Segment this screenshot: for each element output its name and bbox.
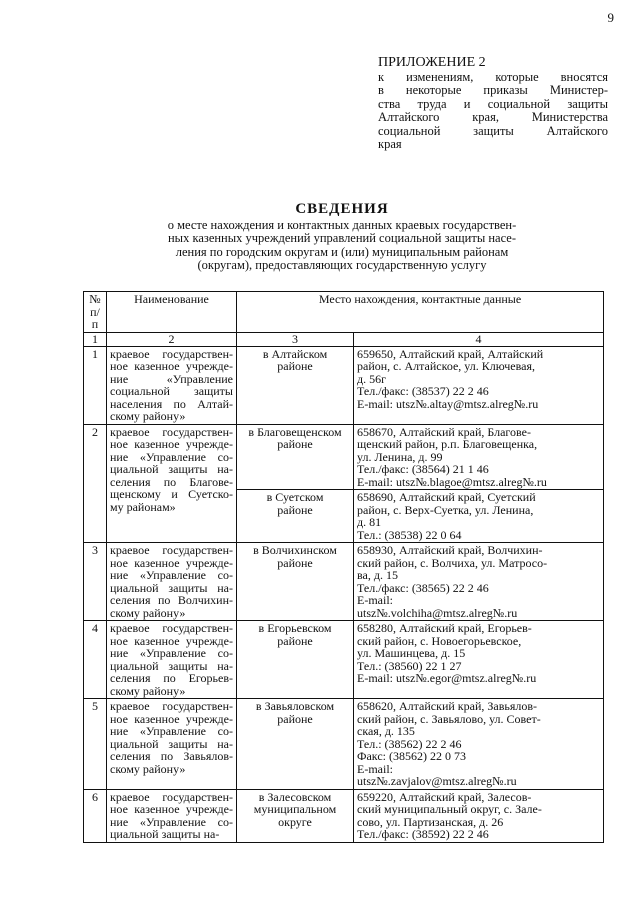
table-row (84, 621, 604, 699)
contact-line: ский район, с. Волчиха, ул. Матросо- (357, 555, 548, 570)
name-line: ние «Управление со- (110, 449, 233, 464)
district-cell (237, 346, 354, 424)
district-line: районе (277, 711, 313, 726)
appendix-line: края (378, 137, 402, 151)
institution-name (107, 789, 237, 842)
institution-name (107, 346, 237, 424)
district-cell (237, 490, 354, 543)
index-cell: 4 (354, 332, 604, 346)
institutions-table (83, 291, 604, 843)
contact-cell (354, 490, 604, 543)
appendix-block (378, 56, 608, 152)
index-cell: 3 (237, 332, 354, 346)
name-line: ное казенное учрежде- (110, 555, 233, 570)
name-line: населения по Алтай- (110, 396, 233, 411)
name-line: ное казенное учрежде- (110, 437, 233, 451)
institution-name (107, 699, 237, 790)
name-line: циальной защиты на- (110, 462, 233, 476)
contact-line: ский район, с. Завьялово, ул. Совет- (357, 711, 541, 726)
name-line: ние «Управление со- (110, 724, 233, 738)
row-number: 6 (84, 789, 107, 842)
table-row (84, 699, 604, 790)
contact-line: ский район, с. Новоегорьевское, (357, 633, 522, 648)
contact-line: E-mail: utsz№.altay@mtsz.alreg№.ru (357, 396, 539, 411)
contact-line: E-mail: (357, 593, 393, 607)
district-line: в Егорьевском (258, 621, 332, 635)
contact-line: д. 81 (357, 515, 382, 529)
appendix-line: социальной защиты Алтайского (378, 123, 608, 138)
contact-line: E-mail: utsz№.blagoe@mtsz.alreg№.ru (357, 474, 547, 489)
table-row (84, 424, 604, 490)
name-line: циальной защиты на- (110, 658, 233, 673)
district-line: в Алтайском (262, 346, 328, 361)
appendix-line: ства труда и социальной защиты (378, 96, 608, 111)
name-line: краевое государствен- (110, 424, 233, 439)
contact-cell (354, 543, 604, 621)
appendix-title: ПРИЛОЖЕНИЕ 2 (378, 55, 486, 70)
name-line: скому району» (110, 683, 186, 698)
name-line: скому району» (110, 409, 186, 423)
institution-name (107, 424, 237, 543)
district-line: районе (277, 633, 313, 648)
contact-cell (354, 621, 604, 699)
district-line: в Залесовском (258, 789, 332, 804)
name-line: ное казенное учрежде- (110, 802, 233, 816)
contact-line: E-mail: utsz№.egor@mtsz.alreg№.ru (357, 671, 537, 685)
name-line: ное казенное учрежде- (110, 711, 233, 726)
contact-line: 658930, Алтайский край, Волчихин- (357, 543, 543, 557)
contact-line: ская, д. 135 (357, 724, 415, 738)
heading-line: ных казенных учреждений управлений социальной защиты насе- (167, 231, 517, 245)
table-row (84, 789, 604, 842)
district-cell (237, 789, 354, 842)
row-number: 3 (84, 543, 107, 621)
name-line: селения по Егорьев- (110, 671, 233, 685)
name-line: щенскому и Суетско- (110, 487, 233, 501)
name-line: ние «Управление со- (110, 568, 233, 582)
header-num: № п/п (84, 292, 107, 333)
name-line: селения по Завьялов- (110, 749, 233, 763)
contact-cell (354, 789, 604, 842)
contact-line: Тел.: (38538) 22 0 64 (357, 527, 462, 542)
contact-cell (354, 424, 604, 490)
contact-line: Тел.: (38562) 22 2 46 (357, 736, 462, 751)
name-line: социальной защиты (110, 384, 233, 398)
institution-name (107, 543, 237, 621)
name-line: скому району» (110, 605, 186, 620)
district-line: районе (277, 555, 313, 570)
contact-line: Тел./факс: (38592) 22 2 46 (357, 827, 489, 841)
table-row (84, 543, 604, 621)
contact-line: д. 56г (357, 371, 387, 386)
district-cell (237, 543, 354, 621)
contact-cell (354, 346, 604, 424)
name-line: скому району» (110, 761, 186, 776)
appendix-line: в некоторые приказы Министер- (378, 83, 608, 97)
document-heading (100, 203, 584, 273)
name-line: циальной защиты на- (110, 580, 233, 595)
index-cell: 2 (107, 332, 237, 346)
contact-line: ул. Машинцева, д. 15 (357, 646, 466, 660)
contact-line: utsz№.zavjalov@mtsz.alreg№.ru (357, 774, 517, 788)
contact-line: utsz№.volchiha@mtsz.alreg№.ru (357, 605, 518, 620)
name-line: ние «Управление со- (110, 646, 233, 660)
name-line: краевое государствен- (110, 346, 233, 361)
contact-line: щенский район, р.п. Благовещенка, (357, 437, 538, 451)
district-line: в Благовещенском (248, 424, 342, 439)
name-line: селения по Волчихин- (110, 593, 233, 607)
district-cell (237, 699, 354, 790)
contact-line: E-mail: (357, 761, 393, 776)
name-line: краевое государствен- (110, 621, 233, 635)
header-name: Наименование (107, 292, 237, 333)
contact-line: 658670, Алтайский край, Благове- (357, 424, 531, 439)
row-number: 2 (84, 424, 107, 543)
heading-line: (округам), предоставляющих государственную услугу (197, 258, 487, 272)
contact-line: район, с. Верх-Суетка, ул. Ленина, (357, 502, 534, 517)
district-line: районе (277, 437, 313, 451)
district-line: в Завьяловском (255, 699, 335, 713)
index-cell: 1 (84, 332, 107, 346)
contact-line: Тел./факс: (38564) 21 1 46 (357, 462, 489, 476)
contact-line: 659650, Алтайский край, Алтайский (357, 346, 544, 361)
name-line: краевое государствен- (110, 789, 233, 804)
district-line: районе (277, 359, 313, 373)
heading-line: ления по городским округам и (или) муниципальным районам (175, 244, 509, 259)
name-line: циальной защиты на- (110, 827, 220, 841)
appendix-line: к изменениям, которые вносятся (378, 69, 608, 84)
district-line: районе (277, 502, 313, 517)
heading-title: СВЕДЕНИЯ (295, 201, 389, 217)
district-cell (237, 621, 354, 699)
district-line: муниципальном (253, 802, 337, 816)
header-location: Место нахождения, контактные данные (237, 292, 604, 333)
name-line: ние «Управление со- (110, 814, 233, 829)
table-index-row (84, 332, 604, 346)
contact-line: Факс: (38562) 22 0 73 (357, 749, 466, 763)
contact-line: Тел./факс: (38537) 22 2 46 (357, 384, 489, 398)
district-line: в Волчихинском (253, 543, 337, 557)
name-line: ние «Управление (110, 371, 233, 386)
name-line: краевое государствен- (110, 699, 233, 713)
contact-line: сово, ул. Партизанская, д. 26 (357, 814, 504, 829)
contact-line: 658620, Алтайский край, Завьялов- (357, 699, 538, 713)
name-line: ное казенное учрежде- (110, 359, 233, 373)
contact-line: Тел.: (38560) 22 1 27 (357, 658, 462, 673)
name-line: краевое государствен- (110, 543, 233, 557)
contact-line: Тел./факс: (38565) 22 2 46 (357, 580, 489, 595)
district-cell (237, 424, 354, 490)
contact-line: 658690, Алтайский край, Суетский (357, 490, 536, 504)
table-row (84, 346, 604, 424)
contact-line: 659220, Алтайский край, Залесов- (357, 789, 532, 804)
district-line: округе (278, 814, 312, 829)
name-line: му районам» (110, 499, 176, 514)
row-number: 1 (84, 346, 107, 424)
appendix-line: Алтайского края, Министерства (378, 110, 608, 124)
page-number: 9 (607, 10, 614, 25)
name-line: селения по Благове- (110, 474, 233, 489)
contact-line: ул. Ленина, д. 99 (357, 449, 443, 464)
table-header-row (84, 292, 604, 333)
contact-cell (354, 699, 604, 790)
name-line: ное казенное учрежде- (110, 633, 233, 648)
district-line: в Суетском (266, 490, 324, 504)
heading-line: о месте нахождения и контактных данных краевых государствен- (167, 217, 517, 232)
row-number: 5 (84, 699, 107, 790)
contact-line: 658280, Алтайский край, Егорьев- (357, 621, 532, 635)
row-number: 4 (84, 621, 107, 699)
institution-name (107, 621, 237, 699)
contact-line: ва, д. 15 (357, 568, 398, 582)
name-line: циальной защиты на- (110, 736, 233, 751)
contact-line: район, с. Алтайское, ул. Ключевая, (357, 359, 535, 373)
contact-line: ский муниципальный округ, с. Зале- (357, 802, 542, 816)
